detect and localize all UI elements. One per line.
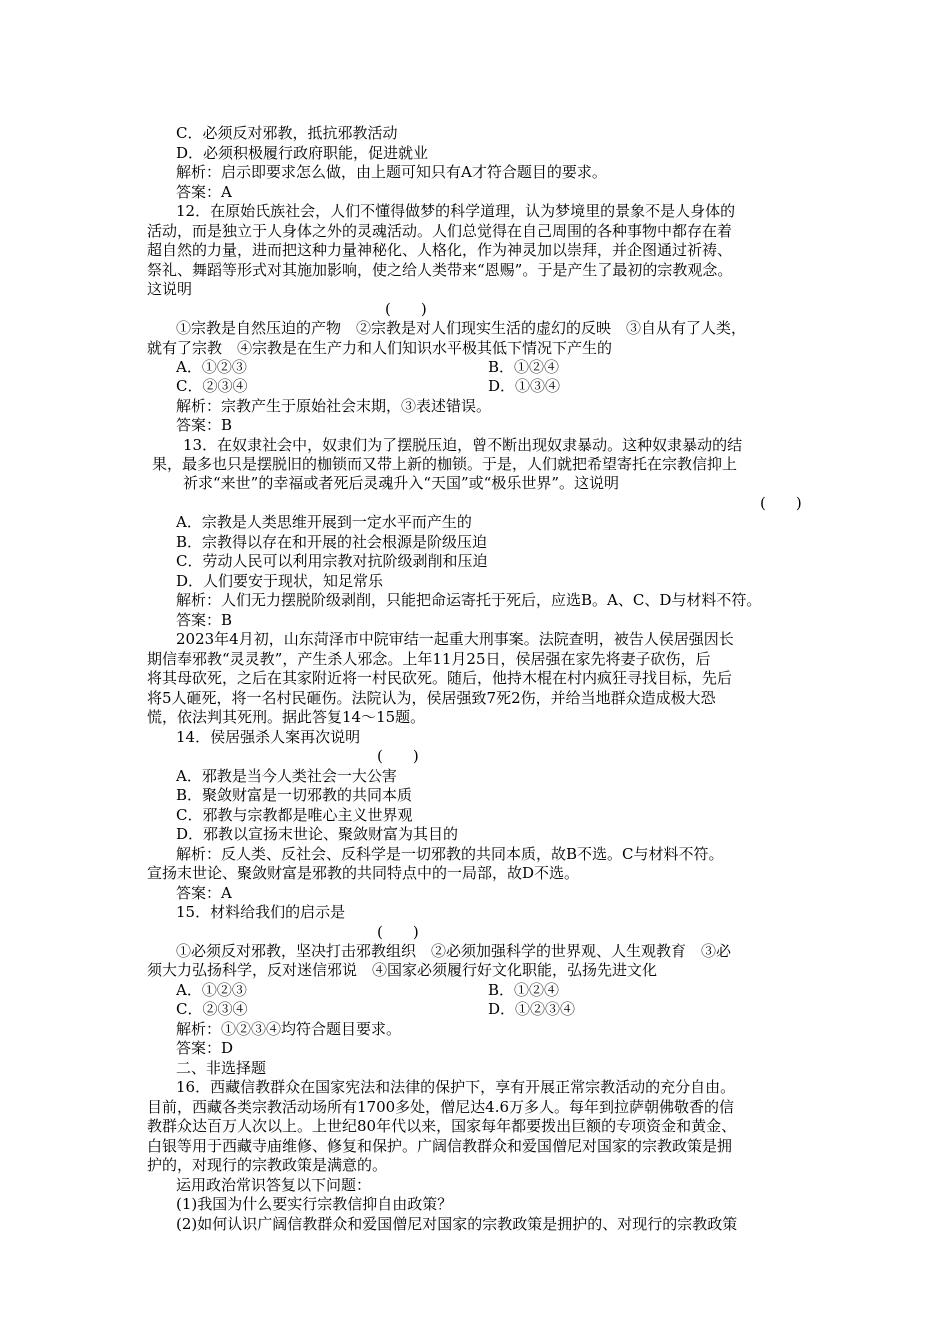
question-16-text: 16．西藏信教群众在国家宪法和法律的保护下，享有开展正常宗教活动的充分自由。 — [176, 1078, 736, 1096]
options-row — [176, 377, 796, 397]
option-a: A．①②③ — [176, 981, 247, 999]
section-heading: 二、非选择题 — [176, 1059, 267, 1077]
options-row — [176, 1000, 796, 1020]
answer-q14: 答案：A — [176, 884, 232, 902]
question-13-text: 果，最多也只是摆脱旧的枷锁而又带上新的枷锁。于是，人们就把希望寄托在宗教信抑上 — [152, 455, 738, 473]
question-16-text: 护的，对现行的宗教政策是满意的。 — [147, 1156, 388, 1174]
question-12-text: 12．在原始氏族社会，人们不懂得做梦的科学道理，认为梦境里的景象不是人身体的 — [176, 202, 736, 220]
option-d: D．①②③④ — [488, 1000, 576, 1018]
options-row — [176, 358, 796, 378]
material-text: 2023年4月初，山东菏泽市中院审结一起重大刑事案。法院查明，被告人侯居强因长 — [176, 630, 734, 648]
material-text: 慌，依法判其死刑。据此答复14～15题。 — [147, 708, 426, 726]
question-12-text: 这说明 — [147, 280, 193, 298]
options-row — [176, 981, 796, 1001]
option-c: C．②③④ — [176, 377, 248, 395]
answer-blank: ( ) — [385, 300, 427, 318]
question-16-prompt: 运用政治常识答复以下问题： — [176, 1176, 372, 1194]
option-c-q13: C．劳动人民可以利用宗教对抗阶级剥削和压迫 — [176, 552, 488, 570]
option-a-q13: A．宗教是人类思维开展到一定水平而产生的 — [176, 513, 472, 531]
option-b: B．①②④ — [488, 358, 560, 376]
question-16-text: 目前，西藏各类宗教活动场所有1700多处，僧尼达4.6万多人。每年到拉萨朝佛敬香的信 — [147, 1098, 735, 1116]
option-c-q11: C．必须反对邪教，抵抗邪教活动 — [176, 124, 398, 142]
option-d-q11: D．必须积极履行政府职能，促进就业 — [176, 144, 429, 162]
option-c-q14: C．邪教与宗教都是唯心主义世界观 — [176, 806, 413, 824]
answer-blank: ( ) — [760, 494, 802, 512]
option-a-q14: A．邪教是当今人类社会一大公害 — [176, 767, 397, 785]
question-12-statements: ①宗教是自然压迫的产物 ②宗教是对人们现实生活的虚幻的反映 ③自从有了人类， — [176, 319, 747, 337]
question-15-text: 15．材料给我们的启示是 — [176, 903, 346, 921]
answer-q15: 答案：D — [176, 1039, 234, 1057]
option-c: C．②③④ — [176, 1000, 248, 1018]
question-12-text: 祭礼、舞蹈等形式对其施加影响，使之给人类带来“恩赐”。于是产生了最初的宗教观念。 — [147, 261, 733, 279]
question-16-sub-2: (2)如何认识广阔信教群众和爱国僧尼对国家的宗教政策是拥护的、对现行的宗教政策 — [176, 1215, 738, 1233]
analysis-q15: 解析：①②③④均符合题目要求。 — [176, 1020, 402, 1038]
question-16-sub-1: (1)我国为什么要实行宗教信抑自由政策？ — [176, 1195, 453, 1213]
question-12-text: 超自然的力量，进而把这种力量神秘化、人格化，作为神灵加以崇拜，并企图通过祈祷、 — [147, 241, 733, 259]
option-b: B．①②④ — [488, 981, 560, 999]
analysis-q12: 解析：宗教产生于原始社会末期，③表述错误。 — [176, 397, 492, 415]
answer-q12: 答案：B — [176, 416, 233, 434]
option-d-q14: D．邪教以宣扬末世论、聚敛财富为其目的 — [176, 825, 459, 843]
material-text: 将其母砍死，之后在其家附近将一村民砍死。随后，他持木棍在村内疯狂寻找目标，先后 — [147, 669, 733, 687]
material-text: 期信奉邪教“灵灵教”，产生杀人邪念。上年11月25日，侯居强在家先将妻子砍伤，后 — [147, 650, 711, 668]
material-text: 将5人砸死，将一名村民砸伤。法院认为，侯居强致7死2伤，并给当地群众造成极大恐 — [147, 689, 716, 707]
option-d-q13: D．人们要安于现状，知足常乐 — [176, 572, 384, 590]
question-14-text: 14．侯居强杀人案再次说明 — [176, 728, 361, 746]
analysis-q11: 解析：启示即要求怎么做，由上题可知只有A才符合题目的要求。 — [176, 163, 607, 181]
question-12-statements: 就有了宗教 ④宗教是在生产力和人们知识水平极其低下情况下产生的 — [147, 339, 613, 357]
answer-q13: 答案：B — [176, 611, 233, 629]
option-a: A．①②③ — [176, 358, 247, 376]
question-12-text: 活动，而是独立于人身体之外的灵魂活动。人们总觉得在自己周围的各种事物中都存在着 — [147, 222, 733, 240]
option-b-q13: B．宗教得以存在和开展的社会根源是阶级压迫 — [176, 533, 488, 551]
analysis-q14: 宣扬末世论、聚敛财富是邪教的共同特点中的一局部，故D不选。 — [147, 864, 580, 882]
answer-blank: ( ) — [377, 923, 419, 941]
option-b-q14: B．聚敛财富是一切邪教的共同本质 — [176, 786, 413, 804]
answer-q11: 答案：A — [176, 183, 232, 201]
question-15-statements: ①必须反对邪教，坚决打击邪教组织 ②必须加强科学的世界观、人生观教育 ③必 — [176, 942, 732, 960]
analysis-q14: 解析：反人类、反社会、反科学是一切邪教的共同本质，故B不选。C与材料不符。 — [176, 845, 724, 863]
question-15-statements: 须大力弘扬科学，反对迷信邪说 ④国家必须履行好文化职能，弘扬先进文化 — [147, 961, 658, 979]
analysis-q13: 解析：人们无力摆脱阶级剥削，只能把命运寄托于死后，应选B。A、C、D与材料不符。 — [176, 591, 762, 609]
question-13-text: 祈求“来世”的幸福或者死后灵魂升入“天国”或“极乐世界”。这说明 — [183, 474, 620, 492]
question-16-text: 白银等用于西藏寺庙维修、修复和保护。广阔信教群众和爱国僧尼对国家的宗教政策是拥 — [147, 1137, 733, 1155]
question-16-text: 教群众达百万人次以上。上世纪80年代以来，国家每年都要拨出巨额的专项资金和黄金、 — [147, 1117, 737, 1135]
question-13-text: 13．在奴隶社会中，奴隶们为了摆脱压迫，曾不断出现奴隶暴动。这种奴隶暴动的结 — [183, 436, 743, 454]
answer-blank: ( ) — [377, 747, 419, 765]
option-d: D．①③④ — [488, 377, 561, 395]
